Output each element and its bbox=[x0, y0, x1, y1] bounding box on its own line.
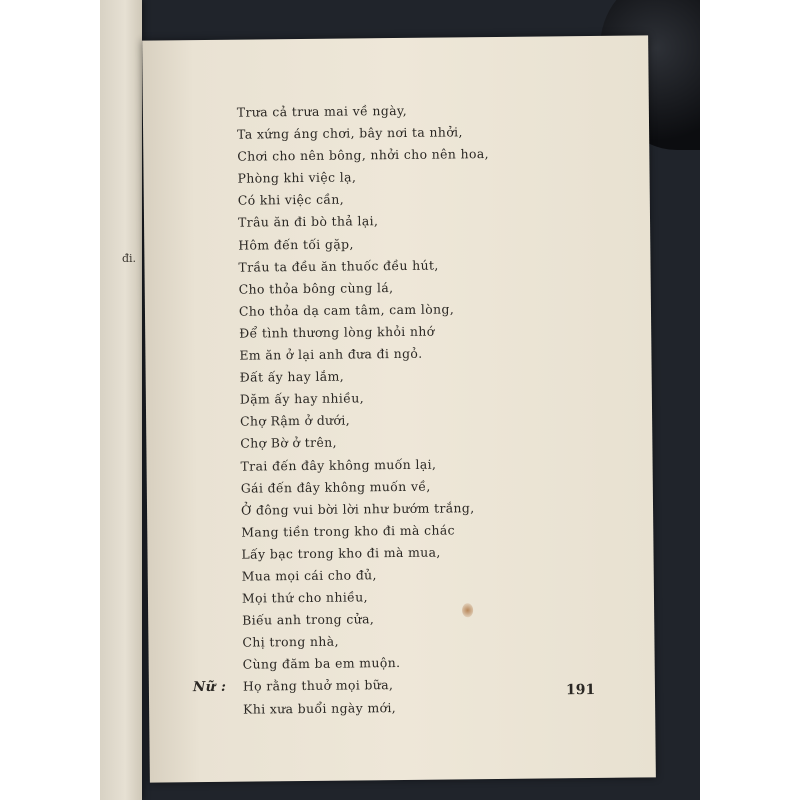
poem-line-text: Họ rằng thuở mọi bữa, bbox=[242, 677, 394, 695]
poem-line-text: Khi xưa buổi ngày mới, bbox=[243, 699, 397, 717]
poem-line-text: Cho thỏa dạ cam tâm, cam lòng, bbox=[238, 301, 455, 319]
poem-line-text: Gái đến đây không muốn về, bbox=[240, 478, 431, 496]
poem-line-text: Chợ Bờ ở trên, bbox=[240, 435, 337, 452]
poem-line-text: Phòng khi việc lạ, bbox=[237, 169, 357, 186]
poem-line-text: Đất ấy hay lắm, bbox=[239, 368, 345, 385]
book-page bbox=[142, 35, 656, 782]
page-number: 191 bbox=[565, 681, 596, 699]
poem-line-text: Trầu ta đều ăn thuốc đều hút, bbox=[238, 257, 439, 275]
poem-line-text: Dặm ấy hay nhiều, bbox=[239, 390, 365, 407]
poem bbox=[192, 98, 573, 720]
left-page-fragment: đi. bbox=[122, 252, 137, 265]
poem-line-text: Chợ Rậm ở dưới, bbox=[240, 412, 351, 429]
speaker-label: Nữ : bbox=[192, 679, 227, 696]
page-stain bbox=[462, 603, 473, 617]
poem-line-text: Mua mọi cái cho đủ, bbox=[241, 567, 377, 584]
poem-line-text: Em ăn ở lại anh đưa đi ngỏ. bbox=[239, 345, 423, 363]
poem-line-text: Ở đông vui bời lời như bướm trắng, bbox=[240, 499, 475, 518]
poem-line-text: Mang tiền trong kho đi mà chác bbox=[241, 522, 456, 540]
poem-line-text: Mọi thứ cho nhiều, bbox=[241, 589, 368, 606]
poem-line-text: Chơi cho nên bông, nhởi cho nên hoa, bbox=[237, 146, 490, 164]
left-page-edge bbox=[100, 0, 142, 800]
poem-line-text: Chị trong nhà, bbox=[242, 633, 339, 650]
poem-line-text: Để tình thương lòng khỏi nhớ bbox=[239, 323, 435, 341]
poem-line bbox=[243, 695, 573, 721]
poem-line-text: Biếu anh trong cửa, bbox=[242, 611, 375, 628]
poem-line-text: Hôm đến tối gặp, bbox=[238, 236, 354, 253]
poem-line-text: Lấy bạc trong kho đi mà mua, bbox=[241, 544, 441, 562]
poem-line-text: Cùng đăm ba em muộn. bbox=[242, 655, 401, 672]
poem-line-text: Cho thỏa bông cùng lá, bbox=[238, 279, 394, 297]
poem-line-text: Trưa cả trưa mai về ngày, bbox=[236, 102, 408, 120]
poem-line-text: Trai đến đây không muốn lại, bbox=[240, 456, 437, 474]
poem-line-text: Ta xứng áng chơi, bây nơi ta nhởi, bbox=[237, 124, 463, 142]
poem-line-text: Có khi việc cần, bbox=[237, 191, 345, 209]
book-photo bbox=[100, 0, 700, 800]
poem-line-text: Trâu ăn đi bò thả lại, bbox=[237, 213, 379, 231]
